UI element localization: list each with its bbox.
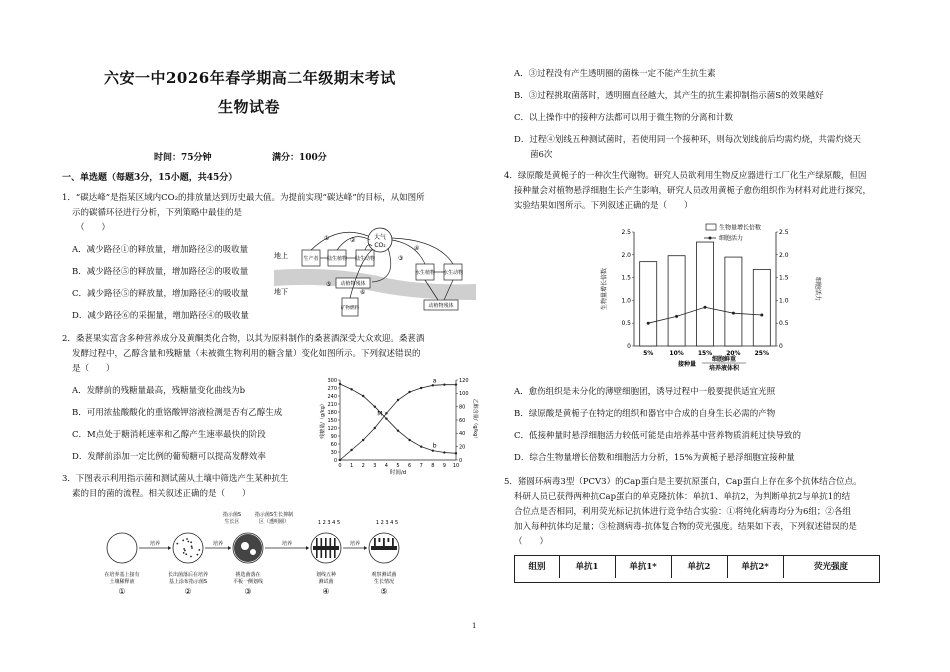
colony-dot bbox=[183, 548, 185, 550]
q3-option-b: B．③过程挑取菌落时，透明圈直径越大，其产生的抗生素抑制指示菌S的效果越好 bbox=[514, 91, 824, 101]
y2-tick-label: 60 bbox=[459, 417, 466, 424]
x-tick-label: 10 bbox=[452, 463, 460, 469]
x-tick-label: 6 bbox=[408, 463, 412, 469]
colony-dot bbox=[186, 538, 188, 540]
flow-arrowhead bbox=[364, 546, 367, 550]
y-axis-label: 残糖量/（g/kg） bbox=[320, 401, 326, 439]
colony-dot bbox=[190, 556, 192, 558]
colony-dot bbox=[176, 543, 178, 545]
q4-stem-line3: 实验结果如图所示。下列叙述正确的是（ ） bbox=[514, 201, 693, 211]
water-animal-label: 水生动物 bbox=[442, 270, 464, 276]
step-label-2: 测试菌 bbox=[318, 579, 334, 585]
y2-tick-label: 100 bbox=[459, 391, 469, 398]
colony-dot bbox=[185, 553, 187, 555]
colony-dot bbox=[187, 541, 189, 543]
x-tick-label: 1 bbox=[350, 463, 354, 469]
flow-arrowhead bbox=[306, 546, 309, 550]
test-growth bbox=[379, 538, 381, 542]
series-a-point bbox=[339, 459, 341, 461]
q2-stem-line2: 发酵过程中，乙醇含量和残糖量（未被微生物利用的糖含量）变化如图所示。下列叙述错误的 bbox=[72, 349, 421, 359]
y-tick-label: 0 bbox=[627, 343, 631, 350]
path-1-label: ① bbox=[324, 235, 330, 242]
colony-dot bbox=[190, 541, 192, 543]
fermentation-chart bbox=[318, 372, 480, 476]
y2-axis-label: 细胞活力 bbox=[814, 276, 821, 302]
q2-option-c: C．M点处于糖消耗速率和乙醇产生速率最快的阶段 bbox=[72, 430, 266, 440]
series-b-point bbox=[420, 445, 422, 447]
y-tick-label: 90 bbox=[330, 433, 337, 440]
series-b-point bbox=[339, 383, 341, 385]
test-growth bbox=[388, 538, 390, 542]
path-4-label: ④ bbox=[414, 245, 420, 252]
y2-tick-label: 80 bbox=[459, 404, 466, 411]
y-tick-label: 60 bbox=[330, 441, 337, 448]
series-a-line bbox=[340, 385, 456, 460]
q5-stem-line1: 5．猪圆环病毒3型（PCV3）的Cap蛋白是主要抗原蛋白，Cap蛋白上存在多个抗体结合位点。 bbox=[504, 477, 862, 487]
x-axis-fraction-num: 细胞鲜重 bbox=[711, 356, 737, 363]
x-tick-label: 5% bbox=[643, 350, 654, 357]
series-a-point bbox=[455, 383, 457, 385]
q3-option-d-cont: 菌6次 bbox=[530, 150, 553, 160]
y-tick-label: 270 bbox=[327, 385, 337, 392]
y2-tick-label: 40 bbox=[459, 431, 466, 438]
x-tick-label: 0 bbox=[338, 463, 342, 469]
q1-option-b: B．减少路径⑤的释放量，增加路径②的吸收量 bbox=[72, 267, 249, 277]
q1-option-d: D．减少路径⑥的采掘量，增加路径④的吸收量 bbox=[72, 311, 249, 321]
q3-option-c: C．以上操作中的接种方法都可以用于微生物的分离和计数 bbox=[514, 113, 734, 123]
q4-stem-line2: 接种量会对植物悬浮细胞生长产生影响，研究人员改用黄栀子愈伤组织作为材料对此进行探究， bbox=[514, 186, 872, 196]
vitality-point bbox=[675, 315, 678, 318]
q2-option-a: A．发酵前的残糖量最高，残糖量变化曲线为b bbox=[72, 386, 246, 396]
flow-arrowhead bbox=[168, 546, 171, 550]
flow-arrowhead bbox=[228, 546, 231, 550]
q4-option-c: C．低接种量时悬浮细胞活力较低可能是由培养基中营养物质消耗过快导致的 bbox=[514, 431, 802, 441]
colony-dot bbox=[191, 545, 193, 547]
colony-dot bbox=[191, 547, 193, 549]
q3-stem-line2: 素的目的菌的流程。相关叙述正确的是（ ） bbox=[72, 489, 251, 499]
bar bbox=[668, 256, 685, 346]
colony-dot bbox=[182, 539, 184, 541]
x-tick-label: 10% bbox=[669, 350, 684, 357]
series-b-point bbox=[385, 417, 387, 419]
series-b-point bbox=[432, 449, 434, 451]
vitality-point bbox=[732, 312, 735, 315]
x-axis-fraction-den: 培养液体积 bbox=[708, 365, 740, 372]
series-a-point bbox=[385, 412, 387, 414]
section-heading: 一、单选题（每题3分，15小题，共45分） bbox=[62, 173, 238, 183]
path-6-label: ⑥ bbox=[360, 289, 366, 296]
step-label-2: 土壤稀释液 bbox=[109, 579, 135, 585]
y-tick-label: 240 bbox=[327, 393, 337, 400]
q3-option-d: D．过程④划线五种测试菌时，若使用同一个接种环，则每次划线前后均需灼烧，共需灼烧天 bbox=[514, 135, 861, 145]
y-tick-label: 2.5 bbox=[621, 229, 631, 236]
q1-stem-line2: 示的碳循环径进行分析，下列策略中最佳的是 bbox=[72, 208, 243, 218]
clear-zone bbox=[241, 542, 249, 550]
page-number: 1 bbox=[472, 622, 477, 630]
table-header-fluorescence: 荧光强度 bbox=[813, 562, 848, 572]
q5-stem-line2: 科研人员已获得两种抗Cap蛋白的单克隆抗体：单抗1、单抗2，为判断单抗2与单抗1的结 bbox=[514, 492, 851, 502]
y2-tick-label: 0.5 bbox=[779, 320, 789, 328]
q5-table bbox=[514, 555, 880, 583]
exam-time: 时间：75分钟 bbox=[154, 153, 212, 163]
q3-stem-line1: 3．下图表示利用指示菌和测试菌从土壤中筛选产生某种抗生 bbox=[62, 474, 289, 484]
series-b-point bbox=[443, 451, 445, 453]
petri-dish bbox=[107, 533, 137, 563]
q2-option-d: D．发酵前添加一定比例的葡萄糖可以提高发酵效率 bbox=[72, 452, 266, 462]
series-a-point bbox=[408, 391, 410, 393]
y-tick-label: 0.5 bbox=[621, 320, 631, 328]
step-number: ② bbox=[184, 587, 192, 596]
series-b-point bbox=[362, 395, 364, 397]
x-tick-label: 2 bbox=[361, 463, 365, 469]
bar bbox=[640, 262, 657, 346]
colony-dot bbox=[198, 549, 200, 551]
land-plant-label: 陆生植物 bbox=[326, 256, 348, 262]
legend-bar-label: 生物量增长倍数 bbox=[719, 224, 762, 232]
series-a-label: a bbox=[432, 377, 437, 385]
flow-nums-label-b: 1 2 3 4 5 bbox=[375, 520, 399, 526]
y2-tick-label: 0 bbox=[779, 343, 783, 350]
flow-top-label-3: 指示菌S生长抑制 bbox=[254, 512, 294, 518]
q3-option-a: A．③过程没有产生透明圈的菌株一定不能产生抗生素 bbox=[514, 69, 716, 79]
q5-stem-line3: 合位点是否相同，利用荧光标记抗体进行竞争结合实验：①将纯化病毒均分为6组；②各组 bbox=[514, 507, 851, 517]
flow-nums-label-a: 1 2 3 4 5 bbox=[317, 520, 341, 526]
table-header-group: 组别 bbox=[515, 556, 560, 578]
series-a-point bbox=[443, 383, 445, 385]
mineral-fuel-label: 矿物燃料 bbox=[340, 306, 360, 311]
callus-chart bbox=[596, 220, 826, 378]
y-tick-label: 0 bbox=[333, 457, 337, 464]
series-a-point bbox=[350, 449, 352, 451]
step-label-2: 平板一侧划线 bbox=[232, 579, 264, 585]
q4-option-d: D．综合生物量增长倍数和细胞活力分析，15%为黄栀子悬浮细胞宜接种量 bbox=[514, 453, 795, 463]
series-b-point bbox=[350, 388, 352, 390]
producer-label: 生产者 bbox=[303, 256, 319, 262]
y2-tick-label: 0 bbox=[459, 457, 463, 464]
flow-top-label-2: 生长区 bbox=[224, 519, 240, 525]
flow-culture-label: 培养 bbox=[281, 541, 293, 547]
air-label: 大气 bbox=[373, 234, 387, 241]
legend-line-point bbox=[709, 237, 712, 240]
series-b-line bbox=[340, 384, 456, 453]
x-tick-label: 9 bbox=[442, 463, 446, 469]
y-tick-label: 180 bbox=[327, 409, 337, 416]
y-tick-label: 120 bbox=[327, 425, 337, 432]
colony-dot bbox=[184, 550, 186, 552]
step-number: ⑤ bbox=[380, 587, 388, 596]
q5-stem-line5: （ ） bbox=[514, 537, 549, 547]
legend-line-label: 细胞活力 bbox=[719, 235, 744, 242]
flow-culture-label: 培养 bbox=[149, 541, 161, 547]
legend-bar-swatch bbox=[706, 224, 716, 230]
exam-title: 六安一中2026年春学期高二年级期末考试 bbox=[104, 69, 396, 87]
y2-axis-label: 乙醇含量/（g/kg） bbox=[472, 398, 478, 442]
series-b-point bbox=[408, 439, 410, 441]
q4-option-b: B．绿原酸是黄栀子在特定的组织和器官中合成的自身生长必需的产物 bbox=[514, 409, 776, 419]
remains-label-2: 动植物残体 bbox=[428, 303, 454, 309]
path-5-label: ⑤ bbox=[326, 281, 332, 288]
x-tick-label: 7 bbox=[419, 463, 423, 469]
q4-stem-line1: 4．绿原酸是黄栀子的一种次生代谢物。研究人员欲利用生物反应器进行工厂化生产绿原酸，但因 bbox=[504, 171, 867, 181]
q1-stem-line1: 1．“碳达峰”是指某区域内CO₂的排放量达到历史最大值。为提前实现“碳达峰”的目标，从如图所 bbox=[62, 193, 425, 203]
underground-label: 地下 bbox=[274, 288, 288, 296]
table-header-mab2-star: 单抗2* bbox=[727, 556, 784, 578]
flow-top-label-1: 指示菌S bbox=[222, 512, 242, 518]
step-number: ③ bbox=[244, 587, 252, 596]
x-tick-label: 25% bbox=[754, 350, 769, 357]
y-tick-label: 300 bbox=[327, 377, 337, 384]
x-axis-label: 接种量 bbox=[678, 361, 697, 368]
q5-stem-line4: 加入每种抗体均足量；③检测病毒-抗体复合物的荧光强度。结果如下表，下列叙述错误的是 bbox=[514, 522, 857, 532]
path-3-label: ③ bbox=[398, 255, 404, 262]
step-label-1: 挑选菌落在 bbox=[235, 572, 261, 578]
y2-tick-label: 1.5 bbox=[779, 274, 789, 282]
q4-option-a: A．愈伤组织是未分化的薄壁细胞团，诱导过程中一般要提供适宜光照 bbox=[514, 387, 776, 397]
series-a-point bbox=[420, 387, 422, 389]
series-a-point bbox=[397, 399, 399, 401]
ground-label: 地上 bbox=[274, 252, 288, 260]
y-axis-label: 生物量增长倍数 bbox=[601, 267, 608, 311]
q2-stem-line3: 是（ ） bbox=[72, 364, 115, 374]
antibiotic-streak bbox=[371, 546, 397, 550]
path-2-label: ② bbox=[350, 237, 356, 244]
vitality-point bbox=[760, 313, 763, 316]
flow-culture-label: 培养 bbox=[212, 541, 224, 547]
y2-tick-label: 20 bbox=[459, 444, 466, 451]
step-label-1: 观察测试菌 bbox=[371, 572, 397, 578]
flow-culture-label: 培养 bbox=[349, 541, 361, 547]
q1-option-a: A．减少路径①的释放量，增加路径②的吸收量 bbox=[72, 245, 249, 255]
point-m-label: M bbox=[377, 410, 383, 418]
y2-tick-label: 2.0 bbox=[779, 251, 789, 259]
y-tick-label: 2.0 bbox=[621, 251, 631, 259]
colony-dot bbox=[183, 552, 185, 554]
exam-score: 满分：100分 bbox=[272, 153, 327, 163]
bar bbox=[725, 257, 742, 346]
water-plant-label: 水生植物 bbox=[414, 270, 436, 276]
x-tick-label: 8 bbox=[431, 463, 435, 469]
remains-label: 动植物残体 bbox=[340, 281, 366, 287]
series-b-point bbox=[397, 429, 399, 431]
step-label-2: 基上涂布指示菌S bbox=[168, 579, 208, 585]
y-tick-label: 210 bbox=[327, 401, 337, 408]
colony-dot bbox=[196, 554, 198, 556]
y-tick-label: 150 bbox=[327, 417, 337, 424]
flow-top-label-4: 区（透明圈） bbox=[258, 519, 290, 525]
series-a-point bbox=[374, 427, 376, 429]
vitality-point bbox=[647, 322, 650, 325]
series-b-point bbox=[374, 405, 376, 407]
q2-option-b: B．可用浓盐酸酸化的重铬酸钾溶液检测是否有乙醇生成 bbox=[72, 408, 283, 418]
screening-flow-diagram bbox=[104, 508, 414, 600]
step-label-1: 长出菌落后在培养 bbox=[167, 572, 209, 578]
y-tick-label: 1.5 bbox=[621, 274, 631, 282]
exam-subject: 生物试卷 bbox=[218, 98, 281, 116]
bar bbox=[753, 269, 770, 346]
antibiotic-streak bbox=[313, 546, 339, 550]
y2-tick-label: 2.5 bbox=[779, 229, 789, 236]
vitality-point bbox=[704, 306, 707, 309]
q1-option-c: C．减少路径⑤的释放量，增加路径④的吸收量 bbox=[72, 289, 249, 299]
q1-paren: （ ） bbox=[76, 223, 111, 233]
co2-label: CO₂ bbox=[374, 242, 386, 249]
clear-zone bbox=[250, 549, 256, 555]
x-axis-label: 时间/d bbox=[389, 470, 407, 476]
petri-dish bbox=[173, 533, 203, 563]
y2-tick-label: 120 bbox=[459, 377, 469, 384]
x-tick-label: 4 bbox=[384, 463, 388, 469]
carbon-cycle-diagram bbox=[268, 220, 478, 330]
bar bbox=[696, 242, 713, 346]
x-tick-label: 5 bbox=[396, 463, 400, 469]
land-animal-label: 陆生动物 bbox=[354, 256, 376, 262]
step-label-1: 在培养基上接有 bbox=[104, 572, 140, 578]
table-header-mab1: 单抗1 bbox=[559, 556, 616, 578]
step-number: ① bbox=[118, 587, 126, 596]
table-header-mab1-star: 单抗1* bbox=[615, 556, 672, 578]
x-tick-label: 20% bbox=[726, 350, 741, 357]
series-a-point bbox=[362, 439, 364, 441]
x-tick-label: 3 bbox=[373, 463, 377, 469]
series-b-label: b bbox=[432, 442, 437, 450]
series-b-point bbox=[455, 452, 457, 454]
step-label-1: 划线五种 bbox=[315, 572, 337, 578]
x-tick-label: 15% bbox=[697, 350, 713, 357]
series-a-point bbox=[432, 384, 434, 386]
y2-tick-label: 1.0 bbox=[779, 297, 789, 305]
step-label-2: 生长情况 bbox=[373, 579, 395, 585]
y-tick-label: 30 bbox=[330, 449, 337, 456]
table-header-mab2: 单抗2 bbox=[671, 556, 728, 578]
q2-stem-line1: 2．桑葚果实富含多种营养成分及黄酮类化合物，以其为原料制作的桑葚酒深受大众欢迎。桑葚酒 bbox=[62, 334, 425, 344]
y-tick-label: 1.0 bbox=[621, 297, 631, 305]
step-number: ④ bbox=[322, 587, 330, 596]
